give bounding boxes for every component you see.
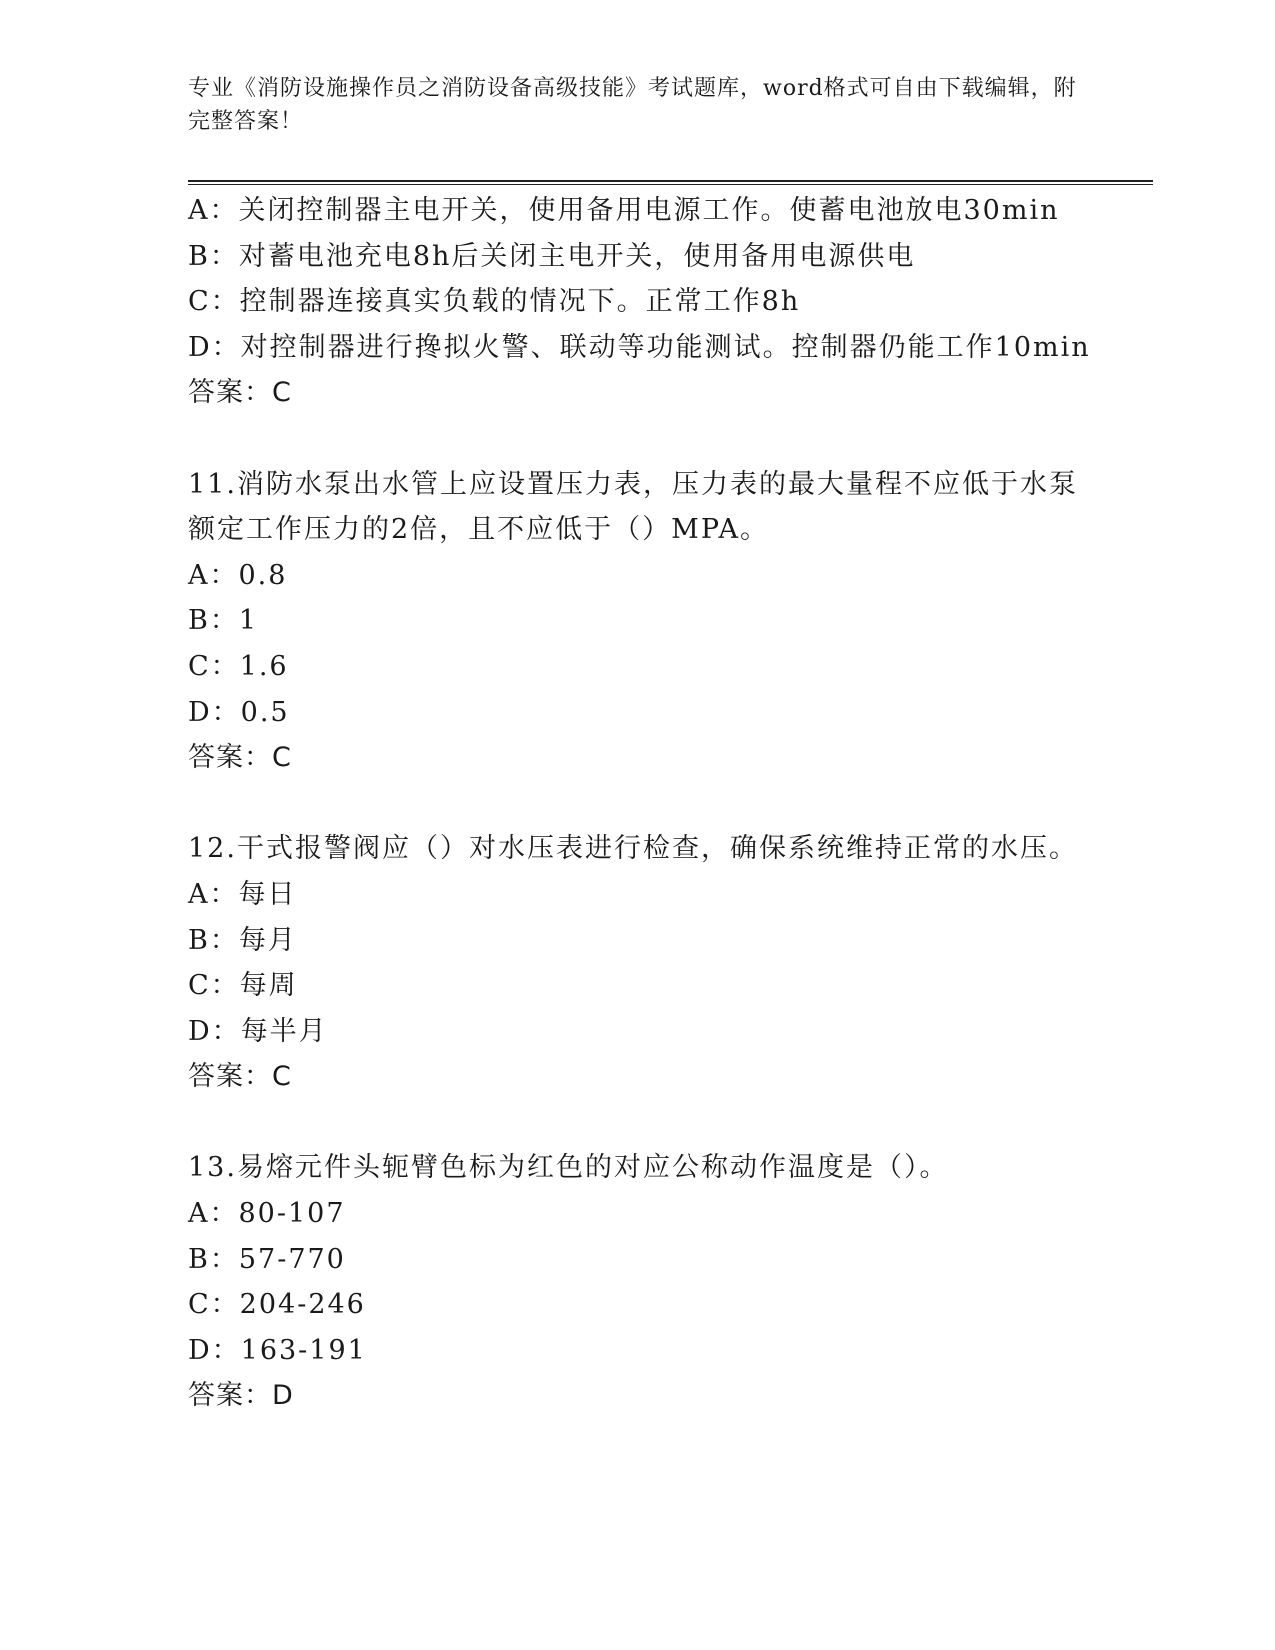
header-rule-thin [188,184,1153,185]
spacer [188,781,1148,827]
question-block-11 [188,462,1148,781]
spacer [188,416,1148,462]
question-block-10 [188,188,1148,416]
question-block-13 [188,1145,1148,1419]
option-a: A：关闭控制器主电开关，使用备用电源工作。使蓄电池放电30min [188,195,1060,226]
question-list [188,188,1148,1419]
option-d: D：对控制器进行搀拟火警、联动等功能测试。控制器仍能工作10min [188,331,1091,363]
option-d: D：163-191 [188,1334,367,1366]
question-text-line: 额定工作压力的2倍，且不应低于（）MPA。 [188,514,770,546]
option-b: B：57-770 [188,1243,346,1275]
option-b: B：每月 [188,924,297,956]
question-text-line: 12.干式报警阀应（）对水压表进行检查，确保系统维持正常的水压。 [188,833,1078,865]
answer: 答案：C [188,742,292,774]
answer: 答案：C [188,377,292,409]
question-text-line: 11.消防水泵出水管上应设置压力表，压力表的最大量程不应低于水泵 [188,468,1078,500]
option-a: A：0.8 [188,559,288,591]
option-c: C：每周 [188,970,298,1002]
option-b: B：1 [188,605,259,637]
spacer [188,1100,1148,1146]
question-block-12 [188,826,1148,1100]
header-rule-thick [188,180,1153,182]
option-a: A：每日 [188,878,297,910]
option-c: C：204-246 [188,1289,366,1321]
option-d: D：0.5 [188,696,290,728]
answer: 答案：C [188,1061,292,1093]
option-c: C：1.6 [188,650,289,682]
option-b: B：对蓄电池充电8h后关闭主电开关，使用备用电源供电 [188,240,916,272]
option-a: A：80-107 [188,1198,346,1230]
answer: 答案：D [188,1380,294,1412]
option-d: D：每半月 [188,1015,328,1047]
question-text-line: 13.易熔元件头轭臂色标为红色的对应公称动作温度是（）。 [188,1152,949,1184]
document-header: 专业《消防设施操作员之消防设备高级技能》考试题库，word格式可自由下载编辑，附完整答案！ [188,76,1077,134]
option-c: C：控制器连接真实负载的情况下。正常工作8h [188,286,801,318]
